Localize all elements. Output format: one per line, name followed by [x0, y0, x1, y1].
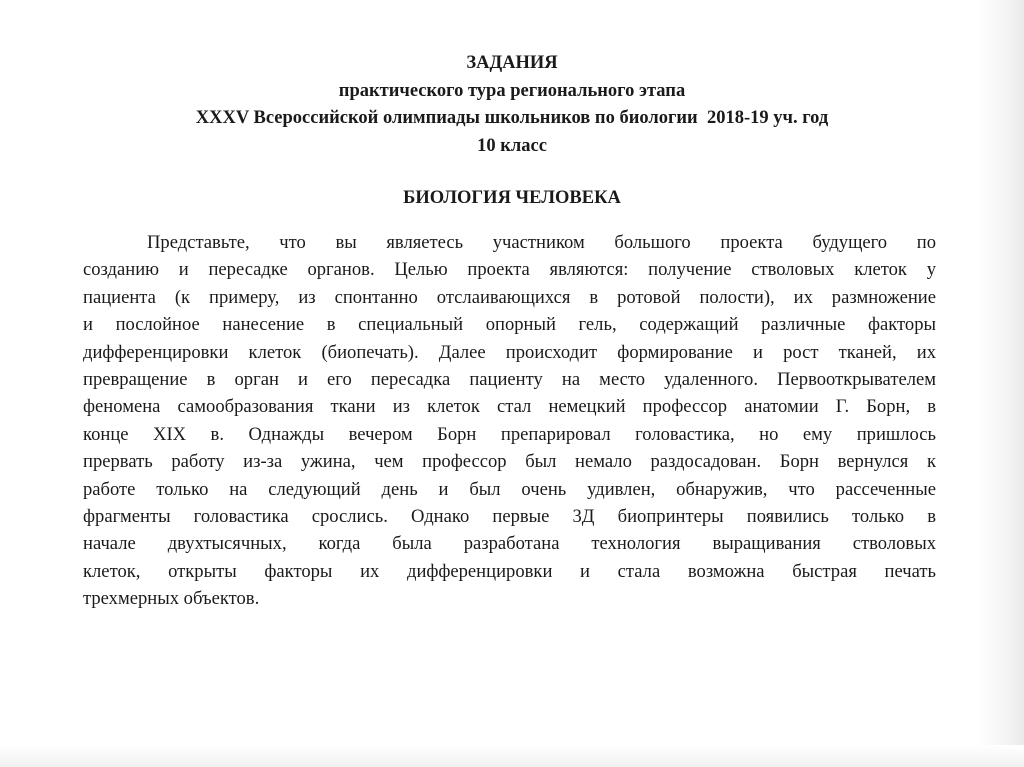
document-header	[0, 50, 1024, 160]
paragraph-line: феномена самообразования ткани из клеток стал немецкий профессор анатомии Г. Борн, в	[83, 396, 936, 418]
paragraph-line: фрагменты головастика срослись. Однако первые 3Д биопринтеры появились только в	[83, 505, 936, 527]
paragraph-line: клеток, открыты факторы их дифференцировки и стала возможна быстрая печать	[83, 560, 936, 582]
paragraph-line: созданию и пересадке органов. Целью проекта являются: получение стволовых клеток у	[83, 259, 936, 281]
paragraph-line: конце XIX в. Однажды вечером Борн препарировал головастика, но ему пришлось	[83, 423, 936, 445]
page-bottom-shadow	[0, 745, 1024, 767]
paragraph-line: Представьте, что вы являетесь участником большого проекта будущего по	[147, 232, 936, 253]
body-paragraph	[83, 229, 936, 612]
paragraph-line: превращение в орган и его пересадка пациенту на место удаленного. Первооткрывателем	[83, 368, 936, 390]
paragraph-line: прервать работу из-за ужина, чем профессор был немало раздосадован. Борн вернулся к	[83, 451, 936, 473]
paragraph-line: трехмерных объектов.	[83, 588, 260, 610]
paragraph-line: пациента (к примеру, из спонтанно отслаивающихся в ротовой полости), их размножение	[83, 286, 936, 308]
header-subtitle-olympiad: XXXV Всероссийской олимпиады школьников по биологии 2018-19 уч. год	[195, 108, 829, 128]
header-subtitle-tour: практического тура регионального этапа	[338, 80, 686, 101]
header-title: ЗАДАНИЯ	[466, 53, 558, 73]
header-grade: 10 класс	[477, 135, 547, 156]
paragraph-line: работе только на следующий день и был очень удивлен, обнаружив, что рассеченные	[83, 478, 936, 500]
paragraph-line: начале двухтысячных, когда была разработана технология выращивания стволовых	[83, 533, 936, 555]
paragraph-line: дифференцировки клеток (биопечать). Далее происходит формирование и рост тканей, их	[83, 341, 936, 363]
section-title: БИОЛОГИЯ ЧЕЛОВЕКА	[403, 188, 621, 208]
paragraph-line: и послойное нанесение в специальный опорный гель, содержащий различные факторы	[83, 314, 936, 336]
